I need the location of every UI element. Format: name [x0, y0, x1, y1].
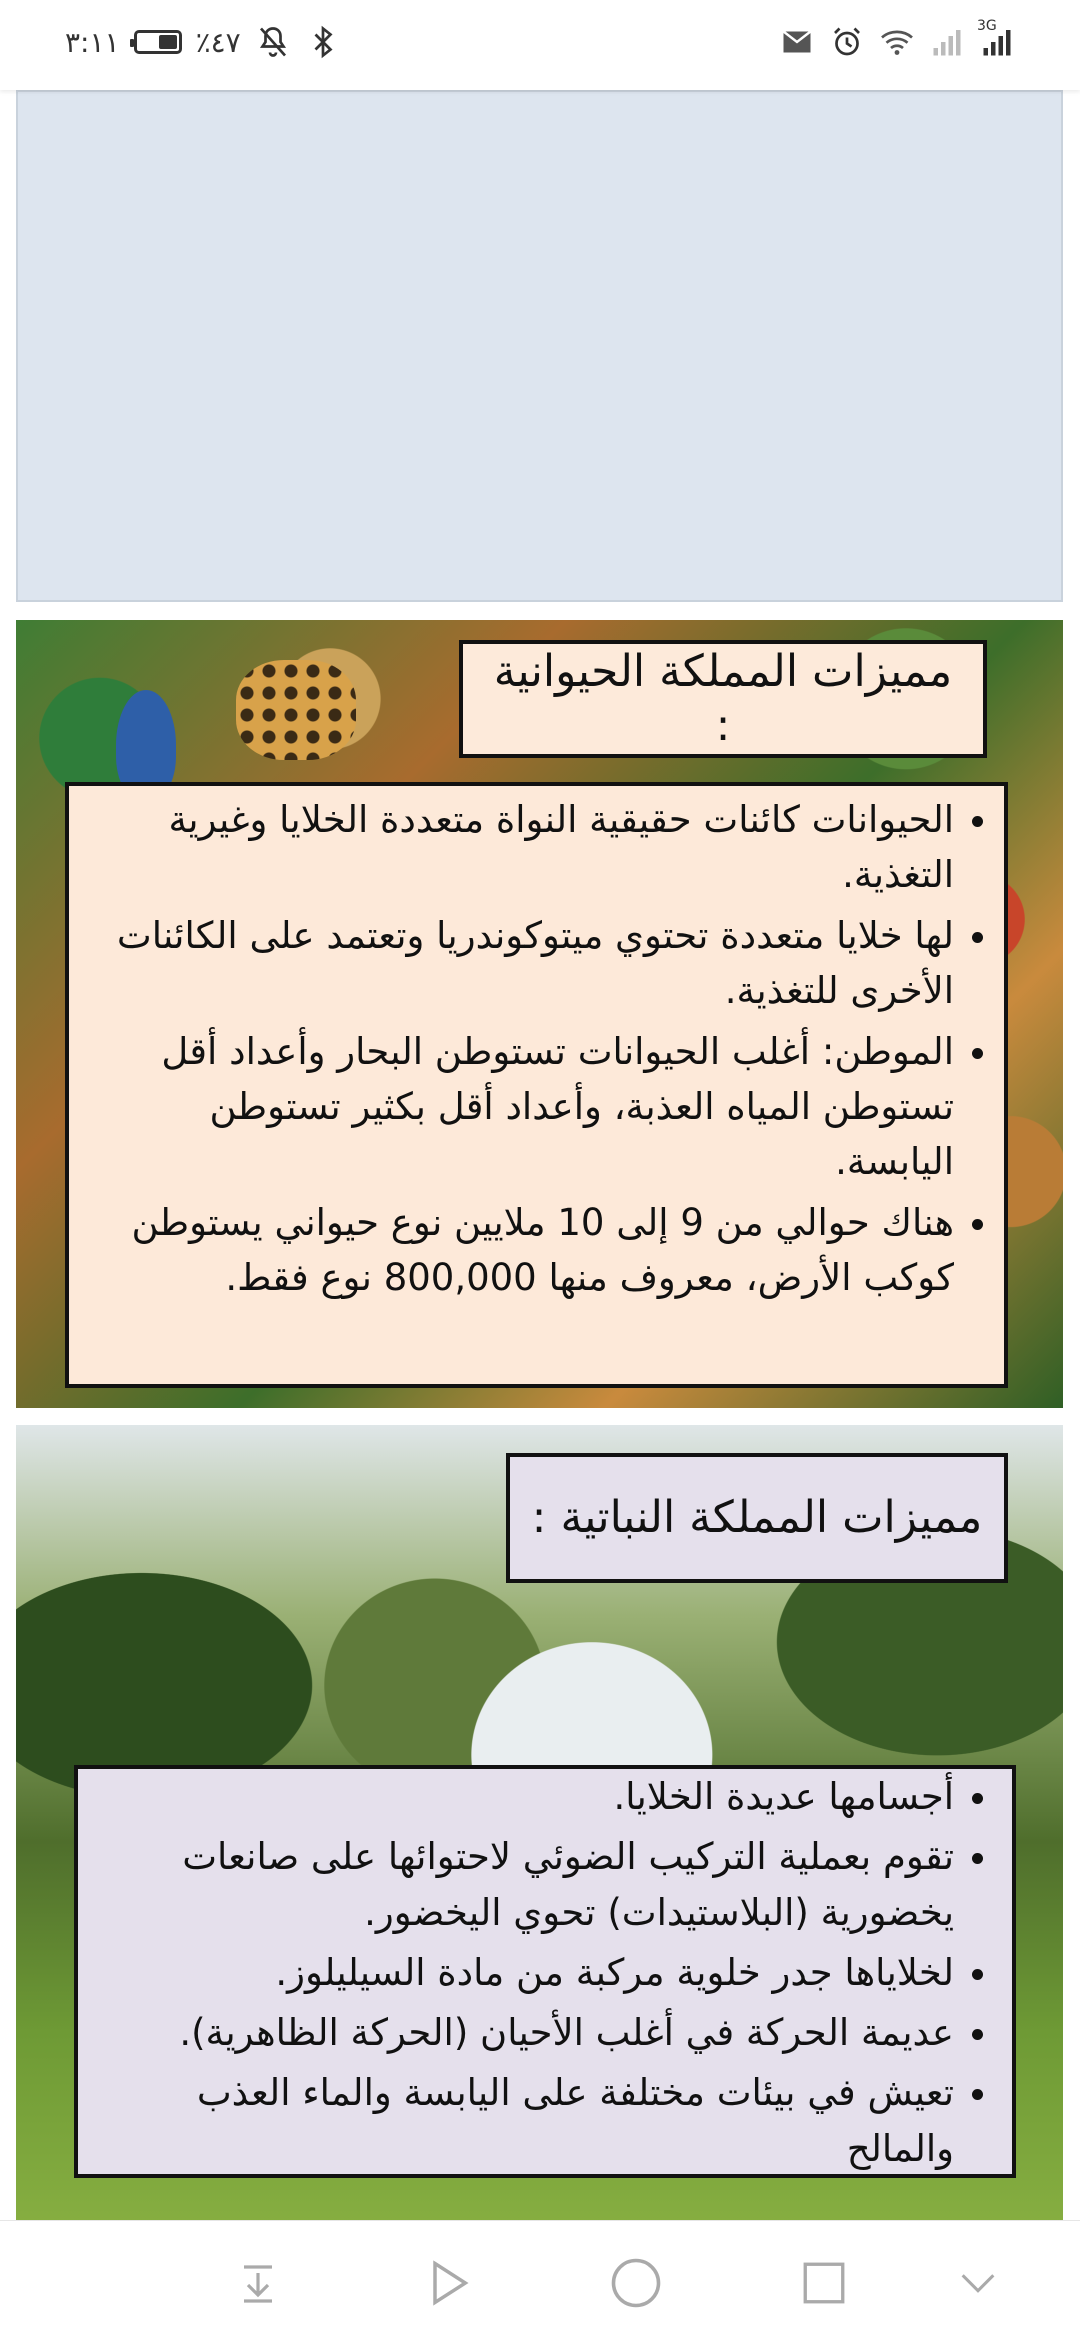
bullet-item: • الحيوانات كائنات حقيقية النواة متعددة الخلايا وغيرية التغذية.: [109, 792, 954, 902]
battery-percent: ٪٤٧: [195, 25, 241, 59]
plant-bullet-list: [118, 1769, 982, 2177]
battery-icon: [134, 30, 182, 54]
alarm-icon: [829, 24, 865, 60]
slide-plant-kingdom: [16, 1425, 1063, 2293]
signal-weak-icon: [929, 24, 965, 60]
wifi-icon: [879, 24, 915, 60]
bluetooth-icon: [305, 24, 341, 60]
signal-icon: [977, 18, 1015, 60]
home-circle-icon[interactable]: [606, 2253, 666, 2313]
animal-slide-content: [65, 782, 1008, 1388]
bullet-item: • تعيش في بيئات مختلفة على اليابسة والماء العذب والمالح: [118, 2065, 954, 2177]
bullet-item: • لخلاياها جدر خلوية مركبة من مادة السيليلوز.: [118, 1945, 954, 2001]
animal-slide-title: مميزات المملكة الحيوانية :: [459, 640, 987, 758]
network-type: 3G: [977, 18, 997, 34]
plant-slide-title: مميزات المملكة النباتية :: [506, 1453, 1008, 1583]
bullet-item: • أجسامها عديدة الخلايا.: [118, 1769, 954, 1825]
navigation-bar: [0, 2220, 1080, 2341]
bullet-item: • هناك حوالي من 9 إلى 10 ملايين نوع حيواني يستوطن كوكب الأرض، معروف منها 800,000 نوع فقط.: [109, 1195, 954, 1305]
plant-slide-content: [74, 1765, 1016, 2178]
play-icon[interactable]: [418, 2253, 478, 2313]
bullet-item: • تقوم بعملية التركيب الضوئي لاحتوائها على صانعات يخضورية (البلاستيدات) تحوي اليخضور.: [118, 1829, 954, 1941]
collapse-down-icon[interactable]: [228, 2253, 288, 2313]
status-bar: [0, 0, 1080, 90]
slide-blank: [16, 90, 1063, 602]
status-bar-right: [779, 18, 1015, 60]
mute-icon: [255, 24, 291, 60]
slide-animal-kingdom: [16, 620, 1063, 1408]
leopard-image: [236, 660, 356, 760]
bullet-item: • عديمة الحركة في أغلب الأحيان (الحركة الظاهرية).: [118, 2005, 954, 2061]
animal-bullet-list: [109, 792, 982, 1305]
recent-square-icon[interactable]: [794, 2253, 854, 2313]
chevron-down-icon[interactable]: [948, 2253, 1008, 2313]
battery-fill: [159, 35, 177, 49]
clock: ٣:١١: [65, 25, 120, 59]
bullet-item: • لها خلايا متعددة تحتوي ميتوكوندريا وتعتمد على الكائنات الأخرى للتغذية.: [109, 908, 954, 1018]
bullet-item: • الموطن: أغلب الحيوانات تستوطن البحار وأعداد أقل تستوطن المياه العذبة، وأعداد أقل بكثير تستوطن اليابسة.: [109, 1024, 954, 1189]
status-bar-left: [65, 24, 341, 60]
mail-icon: [779, 24, 815, 60]
document-viewer[interactable]: [0, 90, 1080, 2220]
